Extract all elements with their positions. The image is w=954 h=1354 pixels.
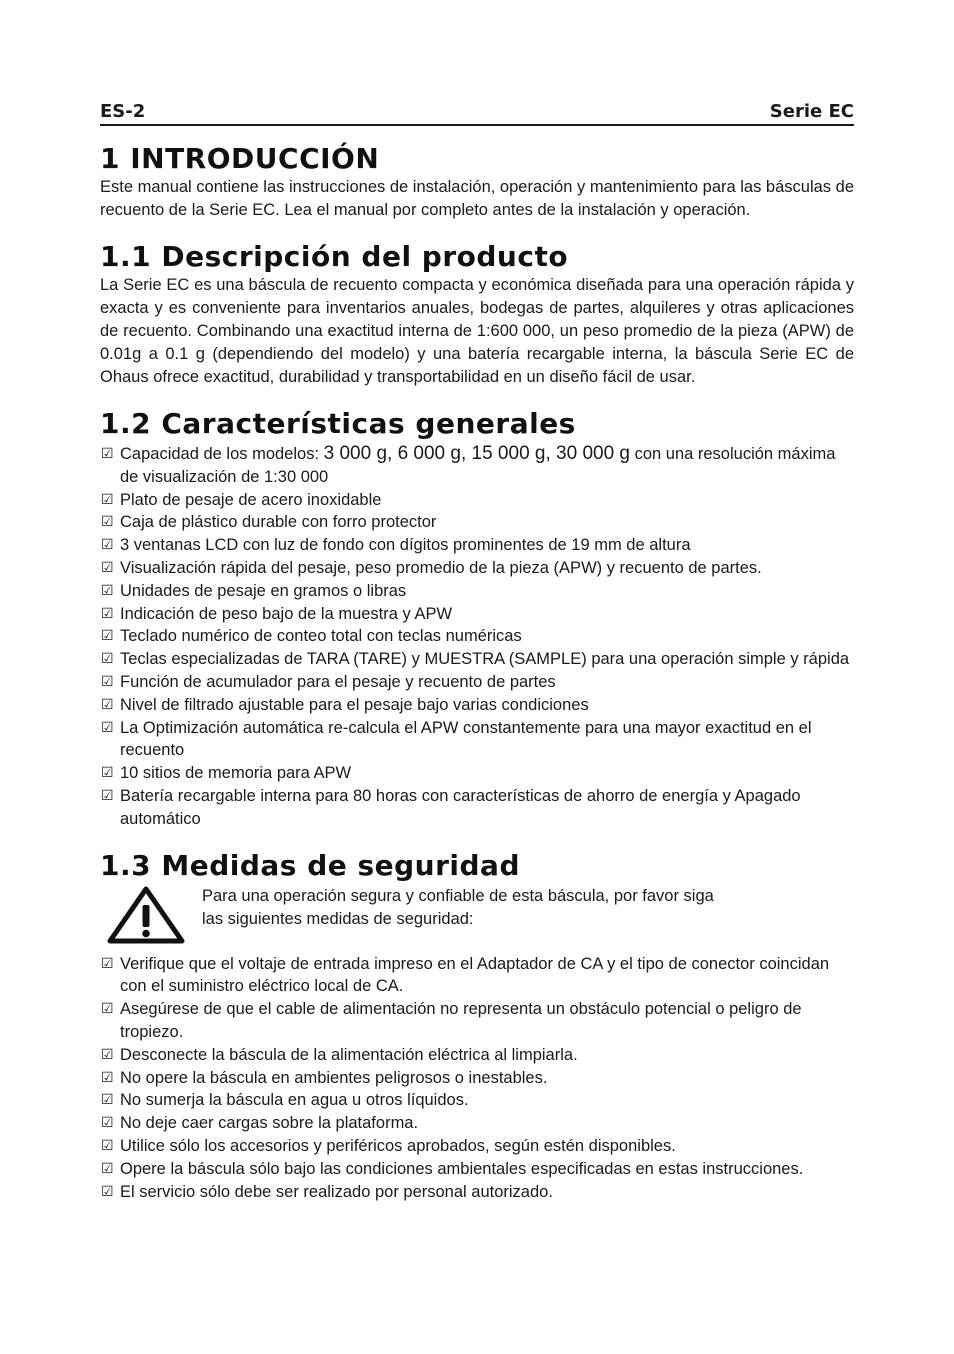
safety-heading: 1.3 Medidas de seguridad bbox=[100, 848, 520, 882]
list-item: ☑ No deje caer cargas sobre la plataforma. bbox=[100, 1112, 854, 1135]
list-item: ☑ Función de acumulador para el pesaje y recuento de partes bbox=[100, 671, 854, 694]
manual-page bbox=[100, 98, 854, 1203]
description-section bbox=[100, 240, 854, 389]
list-item: ☑ Indicación de peso bajo de la muestra y APW bbox=[100, 603, 854, 626]
list-item: ☑ Plato de pesaje de acero inoxidable bbox=[100, 489, 854, 512]
description-paragraph: La Serie EC es una báscula de recuento compacta y económica diseñada para una operación rápida y exacta y es conveniente para inventarios anuales, bodegas de partes, alquileres y otras aplicaciones de recuento. Combinando una exactitud interna de 1:600 000, un peso promedio de la pieza (APW) de 0.01g a 0.1 g (dependiendo del modelo) y una batería recargable interna, la báscula Serie EC de Ohaus ofrece exactitud, durabilidad y transportabilidad en un diseño fácil de usar. bbox=[100, 276, 854, 386]
checkbox-icon: ☑ bbox=[101, 628, 114, 645]
list-item: ☑ Verifique que el voltaje de entrada impreso en el Adaptador de CA y el tipo de conector coincidan con el suministro eléctrico local de CA. bbox=[101, 954, 830, 996]
list-item: ☑ Visualización rápida del pesaje, peso promedio de la pieza (APW) y recuento de partes. bbox=[100, 557, 854, 580]
list-item: ☑ Asegúrese de que el cable de alimentación no representa un obstáculo potencial o peligro de tropiezo. bbox=[101, 1000, 802, 1041]
page-header bbox=[100, 98, 854, 126]
checkbox-icon: ☑ bbox=[101, 1092, 114, 1109]
checkbox-icon: ☑ bbox=[101, 605, 114, 622]
checkbox-icon: ☑ bbox=[101, 1160, 114, 1177]
checkbox-icon: ☑ bbox=[101, 491, 114, 508]
list-item: ☑ Unidades de pesaje en gramos o libras bbox=[100, 580, 854, 603]
list-item: ☑ Teclado numérico de conteo total con teclas numéricas bbox=[100, 625, 854, 648]
safety-list bbox=[100, 953, 854, 1204]
intro-heading: 1 INTRODUCCIÓN bbox=[100, 142, 380, 175]
checkbox-icon: ☑ bbox=[101, 719, 114, 736]
list-item: ☑ Caja de plástico durable con forro protector bbox=[100, 511, 854, 534]
list-item: ☑ La Optimización automática re-calcula el APW constantemente para una mayor exactitud en el recuento bbox=[101, 718, 812, 760]
checkbox-icon: ☑ bbox=[101, 1115, 114, 1132]
checkbox-icon: ☑ bbox=[101, 696, 114, 713]
warning-triangle-icon bbox=[106, 885, 186, 945]
intro-paragraph: Este manual contiene las instrucciones de instalación, operación y mantenimiento para las básculas de recuento de la Serie EC. Lea el manual por completo antes de la instalación y operación. bbox=[100, 178, 854, 219]
list-item: ☑ Capacidad de los modelos: 3 000 g, 6 000 g, 15 000 g, 30 000 g con una resolución máxima de visualización de 1:30 000 bbox=[101, 443, 836, 486]
checkbox-icon: ☑ bbox=[101, 1046, 114, 1063]
checkbox-icon: ☑ bbox=[101, 537, 114, 554]
list-item: ☑ 3 ventanas LCD con luz de fondo con dígitos prominentes de 19 mm de altura bbox=[100, 534, 854, 557]
checkbox-icon: ☑ bbox=[101, 765, 114, 782]
checkbox-icon: ☑ bbox=[101, 955, 114, 972]
checkbox-icon: ☑ bbox=[101, 1137, 114, 1154]
checkbox-icon: ☑ bbox=[101, 446, 114, 462]
safety-intro: Para una operación segura y confiable de esta báscula, por favor siga las siguientes medidas de seguridad: bbox=[202, 886, 714, 928]
list-item: ☑ Teclas especializadas de TARA (TARE) y MUESTRA (SAMPLE) para una operación simple y rápida bbox=[100, 648, 854, 671]
checkbox-icon: ☑ bbox=[101, 651, 114, 668]
series-name: Serie EC bbox=[769, 101, 854, 122]
list-item: ☑ Batería recargable interna para 80 horas con características de ahorro de energía y Apagado automático bbox=[101, 786, 801, 828]
list-item: ☑ No opere la báscula en ambientes peligrosos o inestables. bbox=[100, 1067, 854, 1090]
checkbox-icon: ☑ bbox=[101, 787, 114, 804]
list-item: ☑ El servicio sólo debe ser realizado por personal autorizado. bbox=[100, 1181, 854, 1204]
features-section bbox=[100, 407, 854, 831]
checkbox-icon: ☑ bbox=[101, 673, 114, 690]
checkbox-icon: ☑ bbox=[101, 514, 114, 531]
list-item: ☑ Utilice sólo los accesorios y periféricos aprobados, según estén disponibles. bbox=[100, 1135, 854, 1158]
checkbox-icon: ☑ bbox=[101, 582, 114, 599]
list-item: ☑ Nivel de filtrado ajustable para el pesaje bajo varias condiciones bbox=[100, 694, 854, 717]
safety-warning bbox=[100, 885, 854, 951]
list-item: ☑ Desconecte la báscula de la alimentación eléctrica al limpiarla. bbox=[100, 1044, 854, 1067]
list-item: ☑ Opere la báscula sólo bajo las condiciones ambientales especificadas en estas instrucciones. bbox=[100, 1158, 854, 1181]
list-item: ☑ No sumerja la báscula en agua u otros líquidos. bbox=[100, 1089, 854, 1112]
features-list bbox=[100, 443, 854, 831]
checkbox-icon: ☑ bbox=[101, 1069, 114, 1086]
checkbox-icon: ☑ bbox=[101, 1183, 114, 1200]
description-heading: 1.1 Descripción del producto bbox=[100, 240, 569, 273]
features-heading: 1.2 Características generales bbox=[100, 407, 576, 440]
safety-section bbox=[100, 849, 854, 1204]
checkbox-icon: ☑ bbox=[101, 1001, 114, 1018]
checkbox-icon: ☑ bbox=[101, 559, 114, 576]
list-item: ☑ 10 sitios de memoria para APW bbox=[100, 762, 854, 785]
page-number: ES-2 bbox=[100, 101, 146, 122]
